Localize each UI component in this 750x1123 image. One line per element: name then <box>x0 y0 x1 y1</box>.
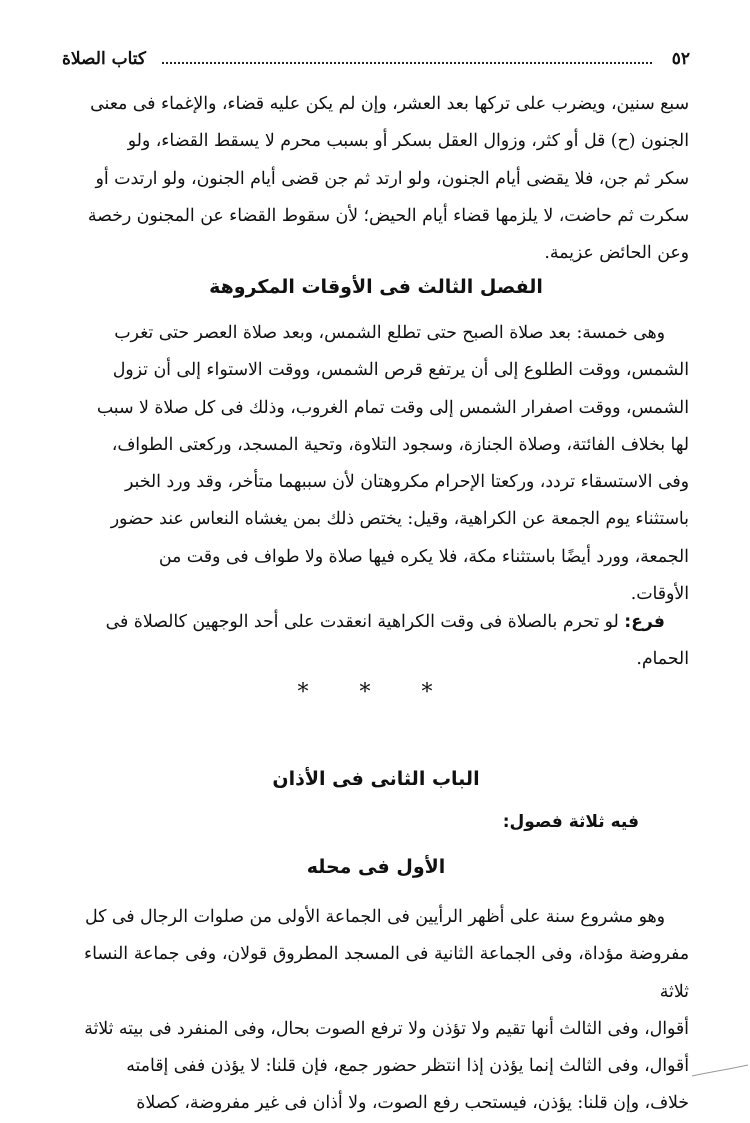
text-line: الأوقات. <box>630 584 689 605</box>
section-heading-disliked-times: الفصل الثالث فى الأوقات المكروهة <box>209 276 543 298</box>
section-separator: * * * <box>297 680 455 705</box>
chapter-heading-adhan: الباب الثانى فى الأذان <box>272 768 480 790</box>
text-line: الحمام. <box>636 649 689 670</box>
text-line: باستثناء يوم الجمعة عن الكراهية، وقيل: يختص ذلك بمن يغشاه النعاس عند حضور <box>110 509 689 530</box>
text-line: وهى خمسة: بعد صلاة الصبح حتى تطلع الشمس، وبعد صلاة العصر حتى تغرب <box>114 323 665 343</box>
text-line: سكر ثم جن، فلا يقضى أيام الجنون، ولو ارتد ثم جن قضى أيام الجنون، ولو ارتدت أو <box>95 168 689 189</box>
text-line: وعن الحائض عزيمة. <box>544 243 689 264</box>
text-line: وفى الاستسقاء تردد، وركعتا الإحرام مكروهتان لأن سببهما متأخر، وقد ورد الخبر <box>125 472 689 493</box>
page-header <box>62 46 690 72</box>
paragraph-adhan-place <box>84 899 689 1123</box>
paragraph-subsidiary-issue <box>84 604 689 679</box>
header-dotted-leader <box>162 62 652 64</box>
subheading-three-sections: فيه ثلاثة فصول: <box>502 812 639 832</box>
text-span: لو تحرم بالصلاة فى وقت الكراهية انعقدت على أحد الوجهين كالصلاة فى <box>105 612 625 632</box>
text-line <box>84 604 689 641</box>
text-line: أقوال، وفى الثالث إنما يؤذن إذا انتظر حضور جمع، فإن قلنا: لا يؤذن ففى إقامته <box>126 1056 689 1077</box>
text-line: سكرت ثم حاضت، لا يلزمها قضاء أيام الحيض؛ لأن سقوط القضاء عن المجنون رخصة <box>87 205 689 226</box>
section-heading-its-place: الأول فى محله <box>306 856 446 878</box>
text-line: أقوال، وفى الثالث أنها تقيم ولا تؤذن ولا ترفع الصوت بحال، وفى المنفرد فى بيته ثلاثة <box>84 1018 689 1039</box>
paragraph-disliked-times <box>84 315 689 613</box>
text-line: وهو مشروع سنة على أظهر الرأيين فى الجماعة الأولى من صلوات الرجال فى كل <box>85 907 665 927</box>
paragraph-insanity-prayer <box>84 86 689 272</box>
running-title: كتاب الصلاة <box>62 49 147 69</box>
page-number: ٥٢ <box>671 49 690 69</box>
far-label: فرع: <box>624 612 665 632</box>
text-line: مفروضة مؤداة، وفى الجماعة الثانية فى المسجد المطروق قولان، وفى جماعة النساء ثلاثة <box>84 944 689 1002</box>
text-line: سبع سنين، ويضرب على تركها بعد العشر، وإن لم يكن عليه قضاء، والإغماء فى معنى <box>90 94 689 114</box>
text-line: لها بخلاف الفائتة، وصلاة الجنازة، وسجود التلاوة، وتحية المسجد، وركعتى الطواف، <box>111 434 689 455</box>
text-line: الشمس، ووقت اصفرار الشمس إلى وقت تمام الغروب، وذلك فى كل صلاة لا سبب <box>96 397 689 418</box>
scan-smudge-mark <box>690 1062 750 1080</box>
text-line: الجمعة، وورد أيضًا باستثناء مكة، فلا يكره فيها صلاة ولا طواف فى وقت من <box>158 546 689 567</box>
text-line: الشمس، ووقت الطلوع إلى أن يرتفع قرص الشمس، ووقت الاستواء إلى أن تزول <box>112 360 689 381</box>
text-line: خلاف، وإن قلنا: يؤذن، فيستحب رفع الصوت، ولا أذان فى غير مفروضة، كصلاة <box>136 1093 689 1114</box>
text-line: الجنون (ح) قل أو كثر، وزوال العقل بسكر أو بسبب محرم لا يسقط القضاء، ولو <box>127 131 689 152</box>
